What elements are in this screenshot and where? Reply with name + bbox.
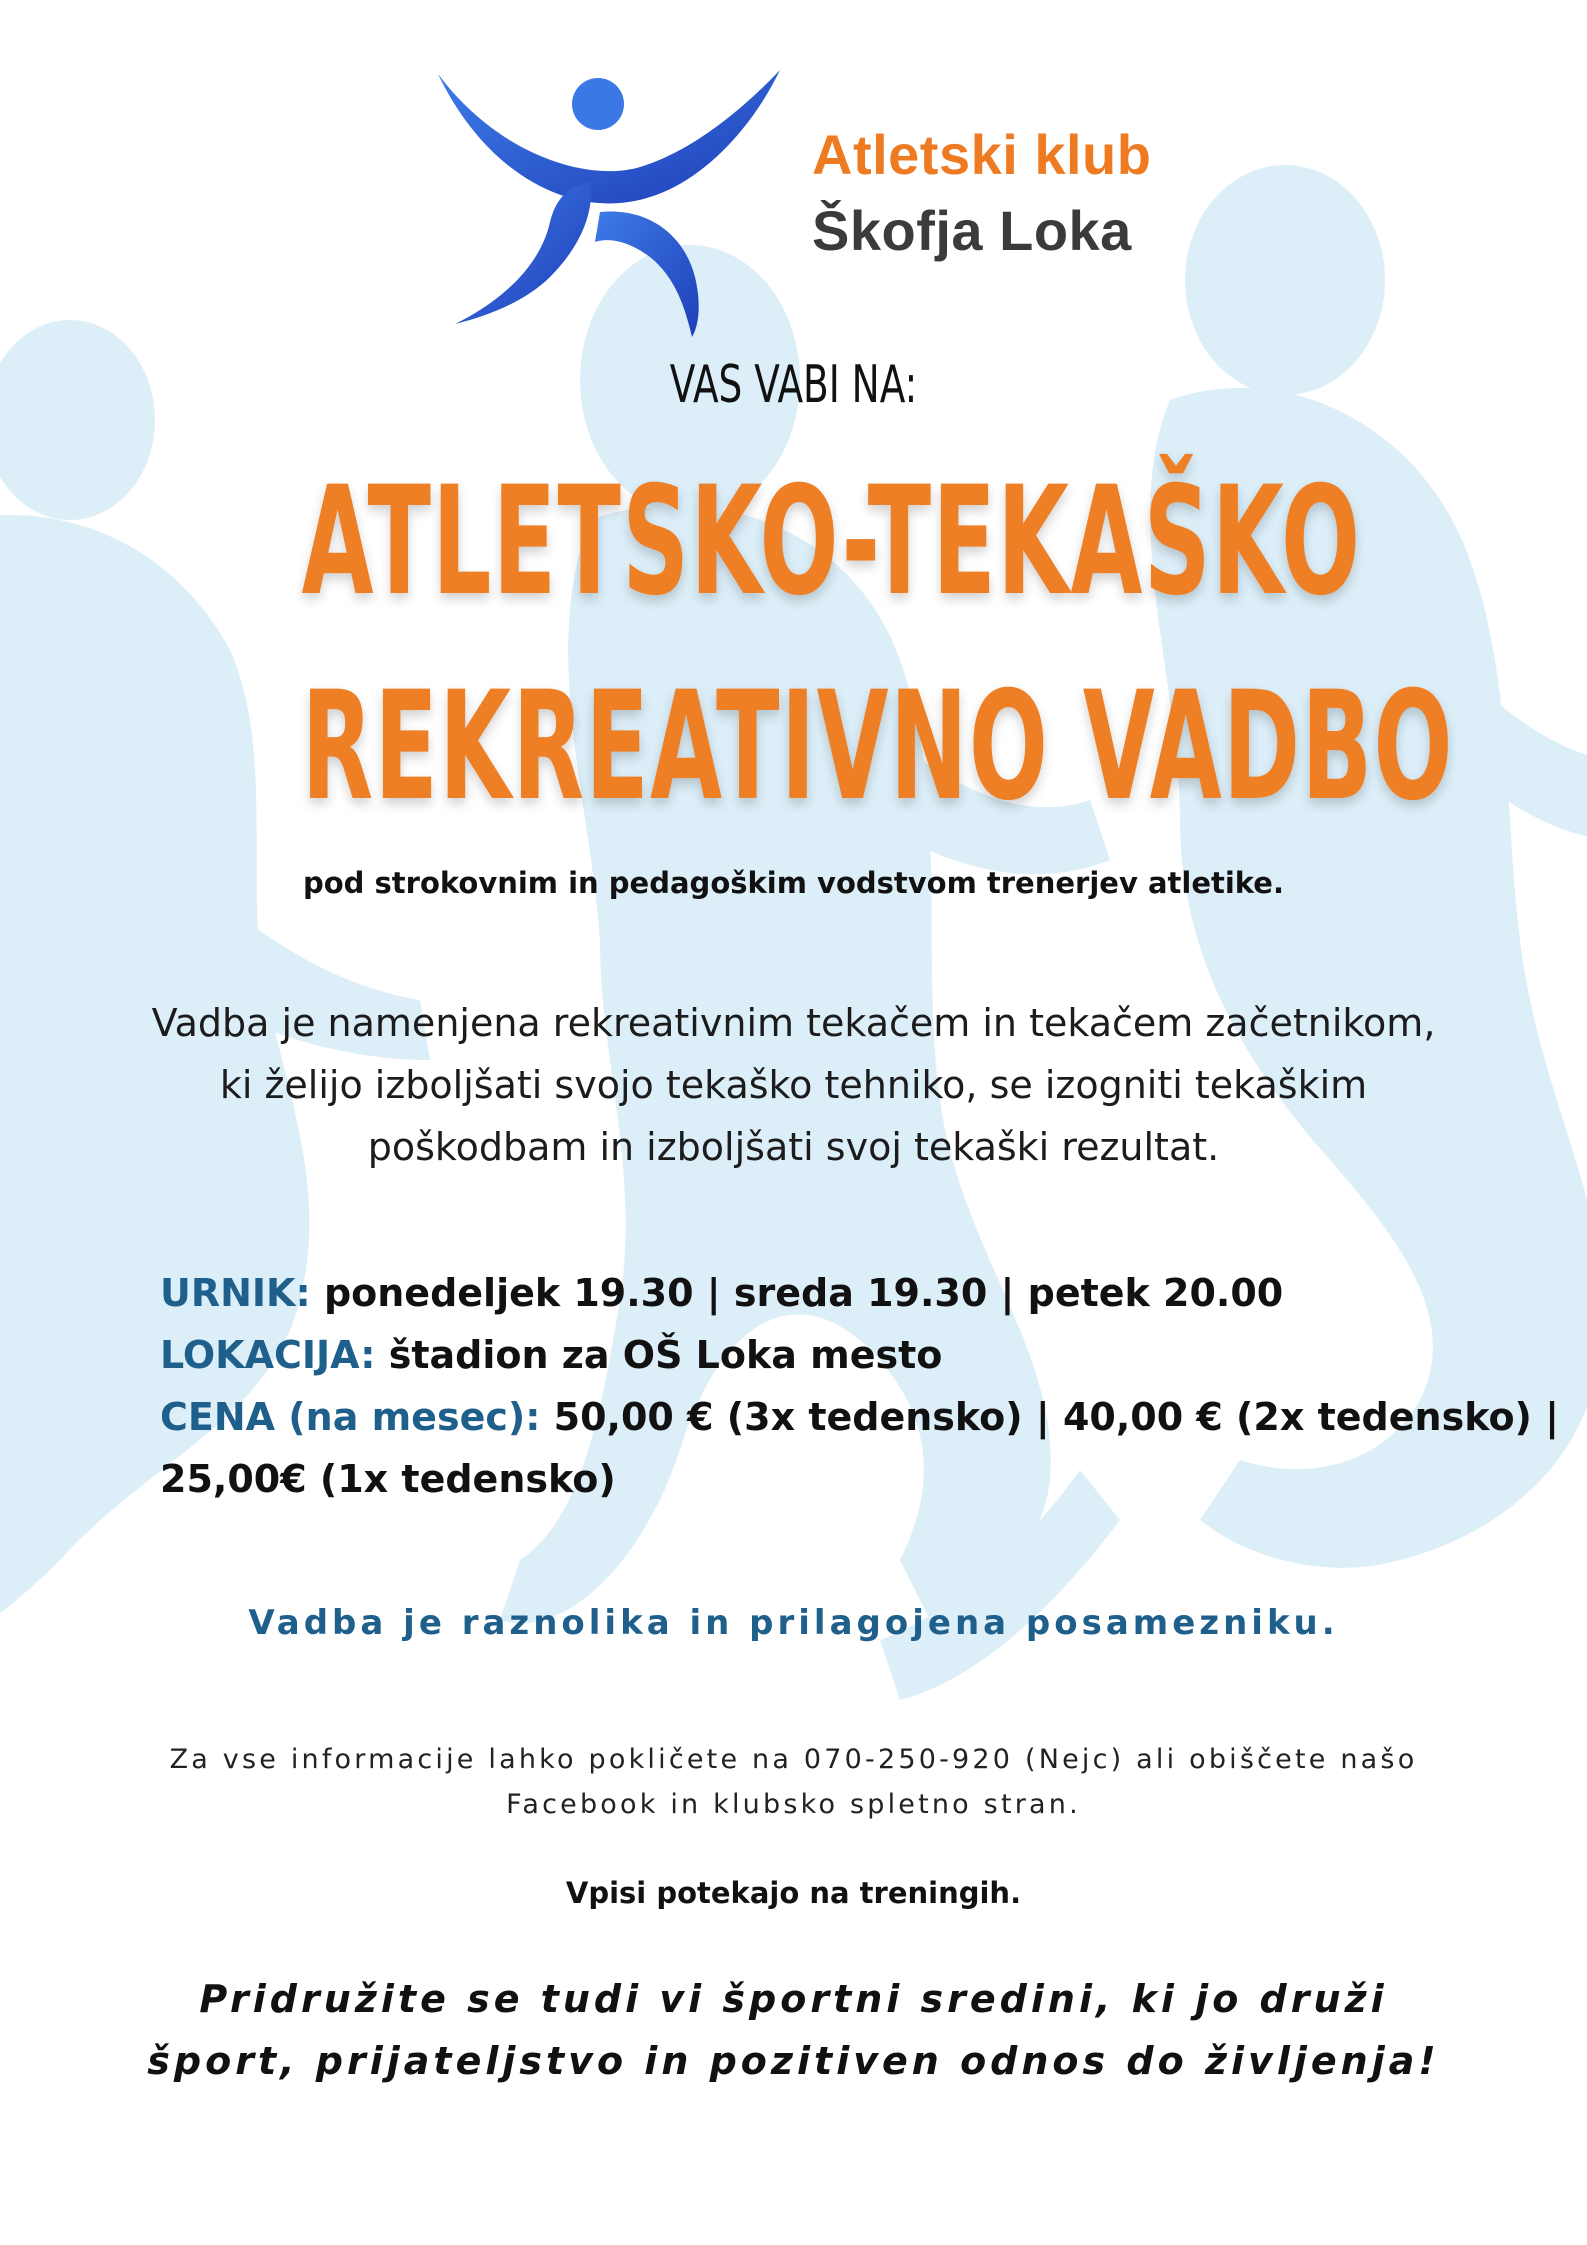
subtitle: pod strokovnim in pedagoškim vodstvom trenerjev atletike. xyxy=(303,866,1284,900)
enrollment-note: Vpisi potekajo na treningih. xyxy=(565,1876,1022,1910)
closing-invitation: Pridružite se tudi vi športni sredini, ki jo druži šport, prijateljstvo in pozitiven odnos do življenja! xyxy=(147,1977,1440,2083)
invite-text: VAS VABI NA: xyxy=(669,355,918,415)
club-name-line2: Škofja Loka xyxy=(812,199,1132,262)
location-row xyxy=(160,1324,1450,1386)
price-value-line1: 50,00 € (3x tedensko) | 40,00 € (2x tedensko) | xyxy=(553,1395,1560,1439)
info-block xyxy=(160,1262,1560,1510)
schedule-value: ponedeljek 19.30 | sreda 19.30 | petek 20.00 xyxy=(323,1271,1284,1315)
runner-logo-icon xyxy=(430,62,790,337)
intro-paragraph: Vadba je namenjena rekreativnim tekačem in tekačem začetnikom, ki želijo izboljšati svojo tekaško tehniko, se izogniti tekaškim poškodbam in izboljšati svoj tekaški rezultat. xyxy=(151,1001,1436,1169)
headline-line1: ATLETSKO-TEKAŠKO xyxy=(301,455,1362,629)
diverse-statement: Vadba je raznolika in prilagojena posamezniku. xyxy=(248,1603,1339,1643)
headline-line2: REKREATIVNO VADBO xyxy=(301,660,1454,834)
price-row-continued xyxy=(160,1448,1450,1510)
location-label: LOKACIJA: xyxy=(160,1333,376,1377)
schedule-label: URNIK: xyxy=(160,1271,311,1315)
location-value: štadion za OŠ Loka mesto xyxy=(388,1333,943,1377)
club-name-line1: Atletski klub xyxy=(812,123,1152,186)
price-row xyxy=(160,1386,1560,1448)
schedule-row xyxy=(160,1262,1450,1324)
contact-info: Za vse informacije lahko pokličete na 070-250-920 (Nejc) ali obiščete našo Facebook in klubsko spletno stran. xyxy=(169,1744,1418,1820)
price-label: CENA (na mesec): xyxy=(160,1395,541,1439)
price-value-line2: 25,00€ (1x tedensko) xyxy=(160,1457,616,1501)
